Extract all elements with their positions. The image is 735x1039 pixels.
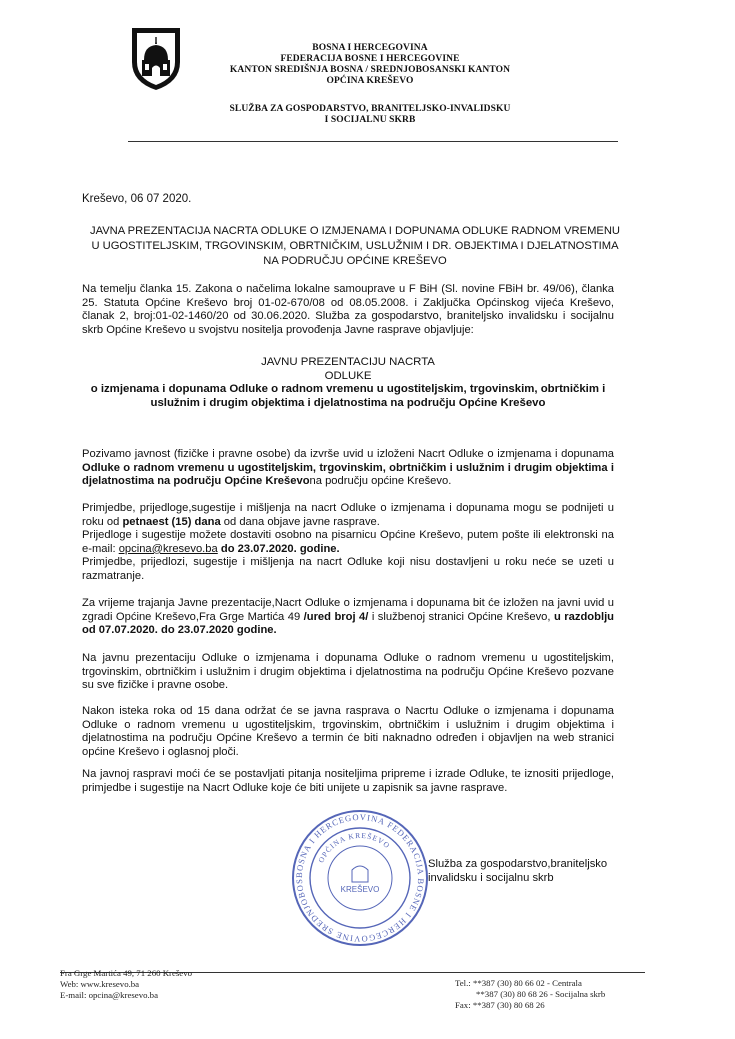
display-text: Za vrijeme trajanja Javne prezentacije,Nacrt Odluke o izmjenama i dopunama bit će izložen na javni uvid u zgradi Općine Kreševo,Fra Grge Martića 49 [82,597,614,623]
display-text-2: i službenoj stranici Općine Kreševo, [368,610,554,623]
late-submission-note: Primjedbe, prijedlozi, sugestije i mišljenja na nacrt Odluke koji nisu dostavljeni u roku neće se uzeti u razmatranje. [82,556,614,582]
invitation-text: Pozivamo javnost (fizičke i pravne osobe) da izvrše uvid u izloženi Nacrt Odluke o izmjenama i dopunama [82,448,614,460]
announcement-heading-line2: ODLUKE [324,369,372,382]
stamp-center-text: KREŠEVO [340,885,380,894]
office-number: /ured broj 4/ [303,610,369,623]
announcement-heading [82,356,614,410]
svg-text:OPĆINA KREŠEVO [316,831,392,864]
footer-phone-social: **387 (30) 80 68 26 - Socijalna skrb [476,989,606,999]
announcement-heading-subject: o izmjenama i dopunama Odluke o radnom vremenu u ugostiteljskim, trgovinskim, obrtničkim i uslužnim i drugim objektima i djelatnostima na području Općine Kreševo [90,383,606,409]
stamp-seal-icon [290,808,430,948]
invitation-decision-name: Odluke o radnom vremenu u ugostiteljskim, trgovinskim, obrtničkim i uslužnim i drugim objektima i djelatnostima na području Općine Kreševo [82,461,614,488]
questions-paragraph: Na javnoj raspravi moći će se postavljati pitanja nositeljima pripreme i izrade Odluke, te iznositi prijedloge, primjedbe i sugestije na Nacrt Odluke koje će biti unijete u zapisnik sa javne rasprave. [82,768,614,794]
submission-text-2: od dana objave javne rasprave. [220,515,380,528]
document-date: Kreševo, 06 07 2020. [82,193,192,205]
public-debate-paragraph: Nakon isteka roka od 15 dana održat će se javna rasprava o Nacrtu Odluke o izmjenama i dopunama Odluke o radnom vremenu u ugostiteljskim, trgovinskim, obrtničkim i uslužnim i drugim objektima i djelatnostima na području Općine Kreševo a termin će biti naknadno određen i objavljen na web stranici općine Kreševo i oglasnoj ploči. [82,705,614,758]
footer-address: Fra Grge Martića 49, 71 260 Kreševo [60,968,193,978]
display-paragraph [82,597,614,638]
document-title: JAVNA PREZENTACIJA NACRTA ODLUKE O IZMJENAMA I DOPUNAMA ODLUKE RADNOM VREMENU U UGOSTITELJSKIM, TRGOVINSKIM, OBRTNIČKIM, USLUŽNIM I DR. OBJEKTIMA I DJELATNOSTIMA NA PODRUČJU OPĆINE KREŠEVO [89,225,621,267]
stamp-inner-text: OPĆINA KREŠEVO [316,830,393,865]
header-federation: FEDERACIJA BOSNE I HERCEGOVINE [280,54,460,64]
stamp-ring-text: BOSNA I HERCEGOVINA FEDERACIJA BOSNE I HERCEGOVINE SREDNJOBOS [293,811,427,945]
intro-paragraph: Na temelju članka 15. Zakona o načelima lokalne samouprave u F BiH (Sl. novine FBiH br. 49/06), članka 25. Statuta Općine Kreševo broj 01-02-670/08 od 08.05.2008. i Zaključka Općinskog vijeća Kreševo, članak 2, broj:01-02-1460/20 od 30.06.2020. Služba za gospodarstvo, braniteljsko invalidsku i socijalnu skrb Općine Kreševo u svojstvu nositelja provođenja Javne rasprave objavljuje: [82,283,614,336]
signature-line1: Služba za gospodarstvo,braniteljsko [428,858,608,870]
footer-contact-left [60,968,192,1001]
display-period: u razdoblju od 07.07.2020. do 23.07.2020 godine. [82,610,615,637]
header-divider [128,141,618,142]
footer-contact-right [455,978,605,1011]
official-stamp [290,808,430,948]
footer-email: E-mail: opcina@kresevo.ba [60,990,158,1000]
header-country: BOSNA I HERCEGOVINA [312,43,428,53]
header-canton: KANTON SREDIŠNJA BOSNA / SREDNJOBOSANSKI KANTON [229,65,511,75]
header-service-line1: SLUŽBA ZA GOSPODARSTVO, BRANITELJSKO-INVALIDSKU [229,104,511,114]
signature-line2: invalidsku i socijalnu skrb [428,871,554,884]
submission-paragraph [82,502,614,584]
email-link[interactable]: opcina@kresevo.ba [118,542,218,555]
invitation-paragraph [82,448,614,489]
announcement-heading-line1: JAVNU PREZENTACIJU NACRTA [261,356,435,368]
footer-web: Web: www.kresevo.ba [60,979,140,989]
footer-phone-central: Tel.: **387 (30) 80 66 02 - Centrala [455,978,582,988]
submission-text: Primjedbe, prijedloge,sugestije i mišljenja na nacrt Odluke o izmjenama i dopunama mogu se podnijeti u roku od [82,502,614,528]
invitation-text-end: na području općine Kreševo. [309,475,452,488]
submission-date: do 23.07.2020. godine. [217,542,340,555]
header-municipality: OPĆINA KREŠEVO [326,76,414,86]
header-service-line2: I SOCIJALNU SKRB [324,115,416,125]
presentation-paragraph: Na javnu prezentaciju Odluke o izmjenama i dopunama Odluke o radnom vremenu u ugostiteljskim, trgovinskim, obrtničkim i uslužnim i drugim objektima i djelatnostima na području Općine Kreševo pozvane su sve fizičke i pravne osobe. [82,652,614,692]
submission-deadline: petnaest (15) dana [122,515,221,528]
submission-method-text: Prijedloge i sugestije možete dostaviti osobno na pisarnicu Općine Kreševo, putem pošte ili elektronski na e-mail: [82,529,614,555]
signature-block [428,858,607,885]
footer-fax: Fax: **387 (30) 80 68 26 [455,1000,545,1010]
